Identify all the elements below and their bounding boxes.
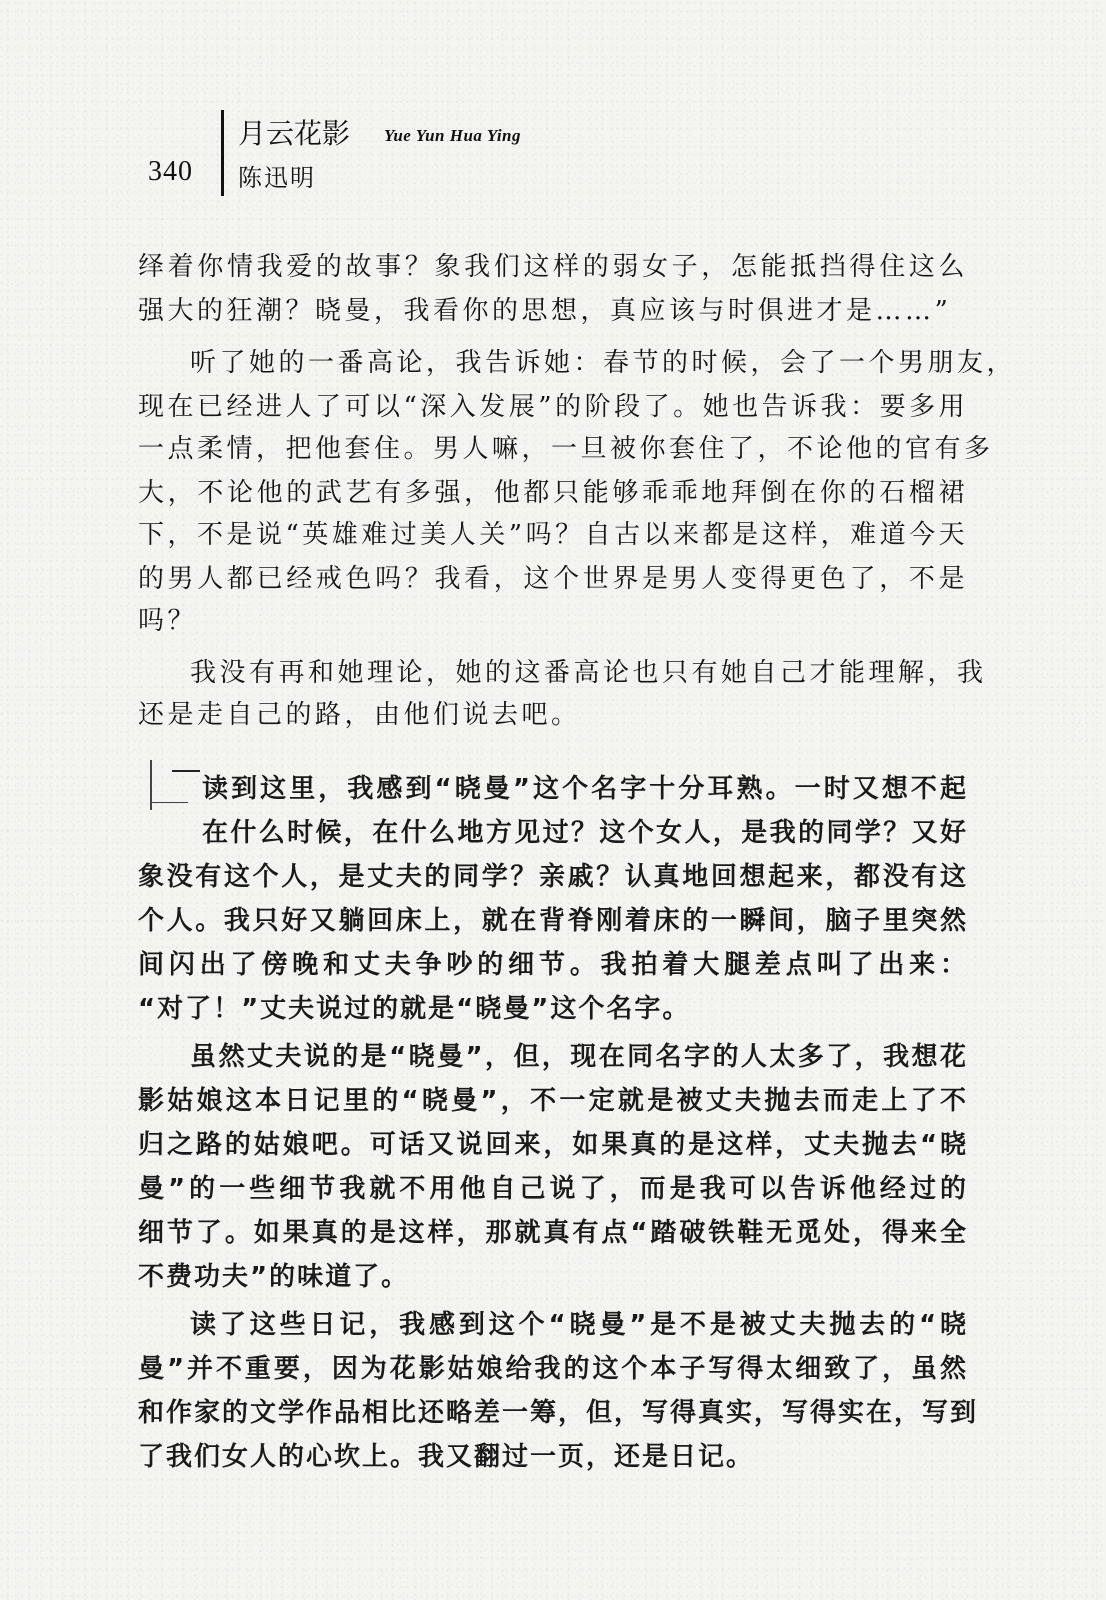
- book-title: 月云花影: [238, 117, 351, 150]
- text-line: 不费功夫”的味道了。: [138, 1262, 410, 1292]
- text-line: 现在已经进人了可以“深入发展”的阶段了。她也告诉我：要多用: [138, 392, 969, 422]
- text-line: 影姑娘这本日记里的“晓曼”，不一定就是被丈夫抛去而走上了不: [138, 1086, 968, 1116]
- text-line: 个人。我只好又躺回床上，就在背脊刚着床的一瞬间，脑子里突然: [138, 906, 968, 936]
- text-line: 吗？: [138, 606, 198, 636]
- text-line: 曼”的一些细节我就不用他自己说了，而是我可以告诉他经过的: [138, 1174, 968, 1204]
- text-line: 了我们女人的心坎上。我又翻过一页，还是日记。: [138, 1442, 755, 1472]
- running-header: [148, 104, 848, 204]
- text-line: 的男人都已经戒色吗？我看，这个世界是男人变得更色了，不是: [138, 564, 968, 594]
- section-marker: [150, 802, 188, 803]
- text-line: 一点柔情，把他套住。男人嘛，一旦被你套住了，不论他的官有多: [138, 434, 994, 464]
- header-divider: [221, 110, 224, 196]
- text-line: 和作家的文学作品相比还略差一筹，但，写得真实，写得实在，写到: [138, 1398, 979, 1428]
- text-line: 读了这些日记，我感到这个“晓曼”是不是被丈夫抛去的“晓: [190, 1310, 968, 1340]
- text-line: 归之路的姑娘吧。可话又说回来，如果真的是这样，丈夫抛去“晓: [138, 1130, 968, 1160]
- text-line: “对了！”丈夫说过的就是“晓曼”这个名字。: [138, 994, 691, 1024]
- text-line: 虽然丈夫说的是“晓曼”，但，现在同名字的人太多了，我想花: [190, 1042, 968, 1072]
- text-line: 听了她的一番高论，我告诉她：春节的时候，会了一个男朋友，: [190, 348, 1017, 378]
- text-line: 在什么时候，在什么地方见过？这个女人，是我的同学？又好: [202, 818, 968, 848]
- text-line: 下，不是说“英雄难过美人关”吗？自古以来都是这样，难道今天: [138, 520, 969, 550]
- section-marker: [172, 770, 200, 772]
- text-line: 细节了。如果真的是这样，那就真有点“踏破铁鞋无觅处，得来全: [138, 1218, 968, 1248]
- book-title-pinyin: Yue Yun Hua Ying: [384, 126, 521, 145]
- text-line: 绎着你情我爱的故事？象我们这样的弱女子，怎能抵挡得住这么: [138, 252, 968, 282]
- text-line: 强大的狂潮？晓曼，我看你的思想，真应该与时俱进才是……”: [138, 296, 952, 326]
- text-line: 还是走自己的路，由他们说去吧。: [138, 700, 581, 730]
- text-line: 读到这里，我感到“晓曼”这个名字十分耳熟。一时又想不起: [202, 774, 968, 804]
- author-name: 陈迅明: [238, 164, 316, 192]
- text-line: 间闪出了傍晚和丈夫争吵的细节。我拍着大腿差点叫了出来：: [138, 950, 968, 980]
- page-number: 340: [148, 156, 193, 187]
- text-line: 曼”并不重要，因为花影姑娘给我的这个本子写得太细致了，虽然: [138, 1354, 968, 1384]
- text-line: 象没有这个人，是丈夫的同学？亲戚？认真地回想起来，都没有这: [138, 862, 968, 892]
- text-line: 大，不论他的武艺有多强，他都只能够乖乖地拜倒在你的石榴裙: [138, 478, 968, 508]
- text-line: 我没有再和她理论，她的这番高论也只有她自己才能理解，我: [190, 658, 987, 688]
